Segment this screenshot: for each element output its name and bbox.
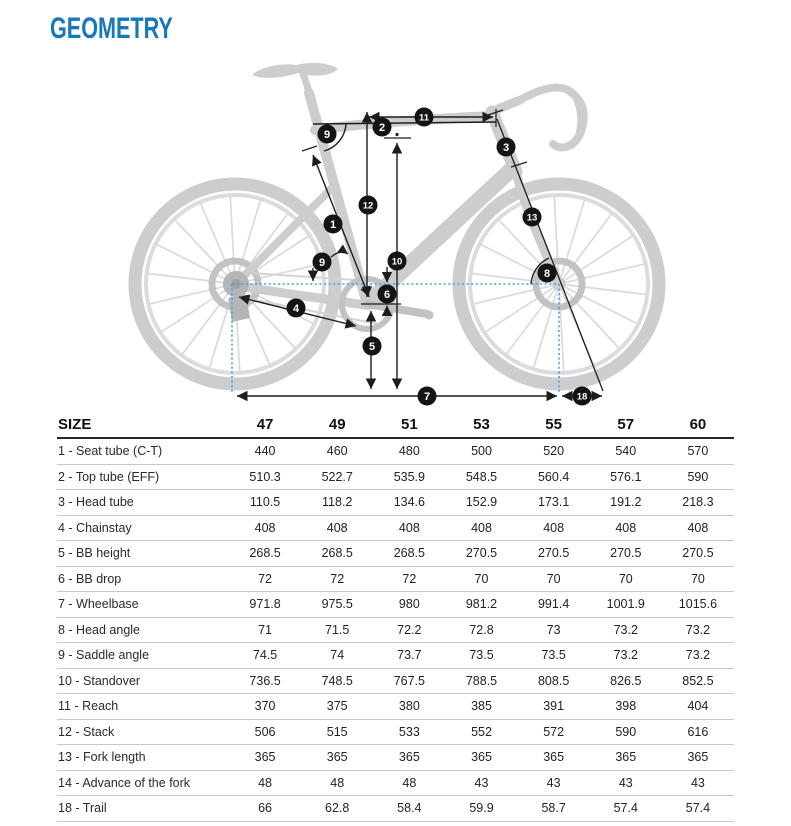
value-cell: 43 — [445, 770, 517, 796]
value-cell: 57.4 — [662, 796, 734, 822]
table-header-row — [57, 412, 734, 438]
badge-wheelbase — [418, 387, 437, 406]
row-label: 1 - Seat tube (C-T) — [57, 438, 229, 464]
value-cell: 72.8 — [445, 617, 517, 643]
value-cell: 408 — [229, 515, 301, 541]
value-cell: 808.5 — [518, 668, 590, 694]
value-cell: 70 — [590, 566, 662, 592]
value-cell: 522.7 — [301, 464, 373, 490]
value-cell: 72 — [373, 566, 445, 592]
value-cell: 788.5 — [445, 668, 517, 694]
value-cell: 380 — [373, 694, 445, 720]
row-label: 11 - Reach — [57, 694, 229, 720]
row-label: 2 - Top tube (EFF) — [57, 464, 229, 490]
svg-text:8: 8 — [543, 268, 551, 280]
geometry-table — [57, 412, 734, 822]
value-cell: 72 — [301, 566, 373, 592]
value-cell: 173.1 — [518, 490, 590, 516]
row-label: 13 - Fork length — [57, 745, 229, 771]
value-cell: 767.5 — [373, 668, 445, 694]
size-column-header: 57 — [590, 412, 662, 438]
value-cell: 748.5 — [301, 668, 373, 694]
value-cell: 134.6 — [373, 490, 445, 516]
value-cell: 73.2 — [590, 643, 662, 669]
badge-standover — [388, 252, 407, 271]
value-cell: 408 — [518, 515, 590, 541]
value-cell: 408 — [301, 515, 373, 541]
value-cell: 570 — [662, 438, 734, 464]
bike-geometry-diagram — [0, 0, 791, 410]
value-cell: 58.4 — [373, 796, 445, 822]
size-column-header: 47 — [229, 412, 301, 438]
value-cell: 480 — [373, 438, 445, 464]
value-cell: 58.7 — [518, 796, 590, 822]
value-cell: 616 — [662, 719, 734, 745]
value-cell: 72 — [229, 566, 301, 592]
value-cell: 48 — [301, 770, 373, 796]
value-cell: 736.5 — [229, 668, 301, 694]
value-cell: 510.3 — [229, 464, 301, 490]
svg-text:18: 18 — [576, 391, 588, 403]
value-cell: 110.5 — [229, 490, 301, 516]
svg-text:7: 7 — [423, 391, 431, 403]
value-cell: 43 — [662, 770, 734, 796]
value-cell: 548.5 — [445, 464, 517, 490]
table-row — [57, 490, 734, 516]
value-cell: 408 — [373, 515, 445, 541]
value-cell: 71.5 — [301, 617, 373, 643]
value-cell: 590 — [590, 719, 662, 745]
table-row — [57, 592, 734, 618]
value-cell: 270.5 — [590, 541, 662, 567]
row-label: 8 - Head angle — [57, 617, 229, 643]
seat-tube-tick — [302, 146, 317, 151]
value-cell: 191.2 — [590, 490, 662, 516]
badge-saddle-angle-top — [318, 125, 337, 144]
value-cell: 73 — [518, 617, 590, 643]
value-cell: 560.4 — [518, 464, 590, 490]
value-cell: 270.5 — [518, 541, 590, 567]
value-cell: 59.9 — [445, 796, 517, 822]
svg-text:11: 11 — [418, 112, 430, 124]
page-title: GEOMETRY — [50, 12, 173, 45]
value-cell: 826.5 — [590, 668, 662, 694]
value-cell: 1001.9 — [590, 592, 662, 618]
svg-text:6: 6 — [383, 289, 391, 301]
value-cell: 73.5 — [445, 643, 517, 669]
size-column-header: 49 — [301, 412, 373, 438]
badge-saddle-angle-bottom — [313, 253, 332, 272]
value-cell: 270.5 — [445, 541, 517, 567]
badge-trail — [573, 387, 592, 406]
value-cell: 590 — [662, 464, 734, 490]
row-label: 10 - Standover — [57, 668, 229, 694]
value-cell: 515 — [301, 719, 373, 745]
table-row — [57, 643, 734, 669]
value-cell: 365 — [229, 745, 301, 771]
badge-fork-length — [523, 208, 542, 227]
svg-text:10: 10 — [391, 256, 403, 268]
svg-text:1: 1 — [329, 219, 337, 231]
value-cell: 404 — [662, 694, 734, 720]
value-cell: 375 — [301, 694, 373, 720]
badge-top-tube — [373, 118, 392, 137]
badge-chainstay — [287, 299, 306, 318]
value-cell: 408 — [662, 515, 734, 541]
value-cell: 991.4 — [518, 592, 590, 618]
table-row — [57, 566, 734, 592]
value-cell: 48 — [229, 770, 301, 796]
badge-head-tube — [497, 138, 516, 157]
value-cell: 408 — [445, 515, 517, 541]
row-label: 3 - Head tube — [57, 490, 229, 516]
table-row — [57, 541, 734, 567]
value-cell: 73.2 — [662, 617, 734, 643]
value-cell: 572 — [518, 719, 590, 745]
badge-seat-tube — [324, 215, 343, 234]
table-row — [57, 694, 734, 720]
svg-text:3: 3 — [502, 142, 510, 154]
size-column-header: 53 — [445, 412, 517, 438]
table-row — [57, 617, 734, 643]
svg-text:4: 4 — [292, 303, 300, 315]
value-cell: 398 — [590, 694, 662, 720]
row-label: 18 - Trail — [57, 796, 229, 822]
svg-text:12: 12 — [362, 200, 374, 212]
size-header-cell: SIZE — [57, 412, 229, 438]
value-cell: 365 — [590, 745, 662, 771]
cassette-icon — [223, 271, 250, 322]
value-cell: 1015.6 — [662, 592, 734, 618]
row-label: 14 - Advance of the fork — [57, 770, 229, 796]
value-cell: 552 — [445, 719, 517, 745]
value-cell: 365 — [445, 745, 517, 771]
value-cell: 391 — [518, 694, 590, 720]
value-cell: 118.2 — [301, 490, 373, 516]
value-cell: 506 — [229, 719, 301, 745]
value-cell: 370 — [229, 694, 301, 720]
svg-text:2: 2 — [378, 122, 386, 134]
table-row — [57, 464, 734, 490]
value-cell: 365 — [518, 745, 590, 771]
svg-text:5: 5 — [368, 341, 376, 353]
value-cell: 533 — [373, 719, 445, 745]
value-cell: 520 — [518, 438, 590, 464]
value-cell: 48 — [373, 770, 445, 796]
value-cell: 70 — [445, 566, 517, 592]
row-label: 9 - Saddle angle — [57, 643, 229, 669]
value-cell: 365 — [373, 745, 445, 771]
value-cell: 43 — [518, 770, 590, 796]
value-cell: 576.1 — [590, 464, 662, 490]
value-cell: 268.5 — [229, 541, 301, 567]
svg-text:9: 9 — [318, 257, 326, 269]
value-cell: 62.8 — [301, 796, 373, 822]
value-cell: 500 — [445, 438, 517, 464]
value-cell: 73.5 — [518, 643, 590, 669]
value-cell: 440 — [229, 438, 301, 464]
value-cell: 268.5 — [301, 541, 373, 567]
value-cell: 365 — [301, 745, 373, 771]
badge-bb-height — [363, 337, 382, 356]
value-cell: 460 — [301, 438, 373, 464]
row-label: 7 - Wheelbase — [57, 592, 229, 618]
table-row — [57, 719, 734, 745]
value-cell: 535.9 — [373, 464, 445, 490]
geometry-table-section — [57, 412, 734, 822]
row-label: 4 - Chainstay — [57, 515, 229, 541]
value-cell: 72.2 — [373, 617, 445, 643]
value-cell: 74.5 — [229, 643, 301, 669]
badge-bb-drop — [378, 285, 397, 304]
standover-dot — [395, 133, 398, 136]
row-label: 6 - BB drop — [57, 566, 229, 592]
value-cell: 57.4 — [590, 796, 662, 822]
saddle-icon — [252, 63, 338, 78]
size-column-header: 51 — [373, 412, 445, 438]
row-label: 5 - BB height — [57, 541, 229, 567]
size-column-header: 55 — [518, 412, 590, 438]
value-cell: 70 — [518, 566, 590, 592]
value-cell: 66 — [229, 796, 301, 822]
value-cell: 270.5 — [662, 541, 734, 567]
value-cell: 73.7 — [373, 643, 445, 669]
table-row — [57, 438, 734, 464]
badge-reach — [415, 108, 434, 127]
table-row — [57, 745, 734, 771]
table-row — [57, 515, 734, 541]
row-label: 12 - Stack — [57, 719, 229, 745]
value-cell: 385 — [445, 694, 517, 720]
svg-text:9: 9 — [323, 129, 331, 141]
table-row — [57, 796, 734, 822]
value-cell: 975.5 — [301, 592, 373, 618]
value-cell: 71 — [229, 617, 301, 643]
value-cell: 70 — [662, 566, 734, 592]
value-cell: 408 — [590, 515, 662, 541]
value-cell: 971.8 — [229, 592, 301, 618]
table-row — [57, 770, 734, 796]
value-cell: 73.2 — [590, 617, 662, 643]
steering-axis-line — [497, 119, 603, 391]
value-cell: 268.5 — [373, 541, 445, 567]
svg-text:13: 13 — [526, 212, 538, 224]
value-cell: 980 — [373, 592, 445, 618]
badge-stack — [359, 196, 378, 215]
value-cell: 74 — [301, 643, 373, 669]
size-column-header: 60 — [662, 412, 734, 438]
value-cell: 981.2 — [445, 592, 517, 618]
table-row — [57, 668, 734, 694]
value-cell: 852.5 — [662, 668, 734, 694]
value-cell: 218.3 — [662, 490, 734, 516]
value-cell: 152.9 — [445, 490, 517, 516]
value-cell: 73.2 — [662, 643, 734, 669]
value-cell: 43 — [590, 770, 662, 796]
badge-head-angle — [538, 264, 557, 283]
value-cell: 540 — [590, 438, 662, 464]
value-cell: 365 — [662, 745, 734, 771]
